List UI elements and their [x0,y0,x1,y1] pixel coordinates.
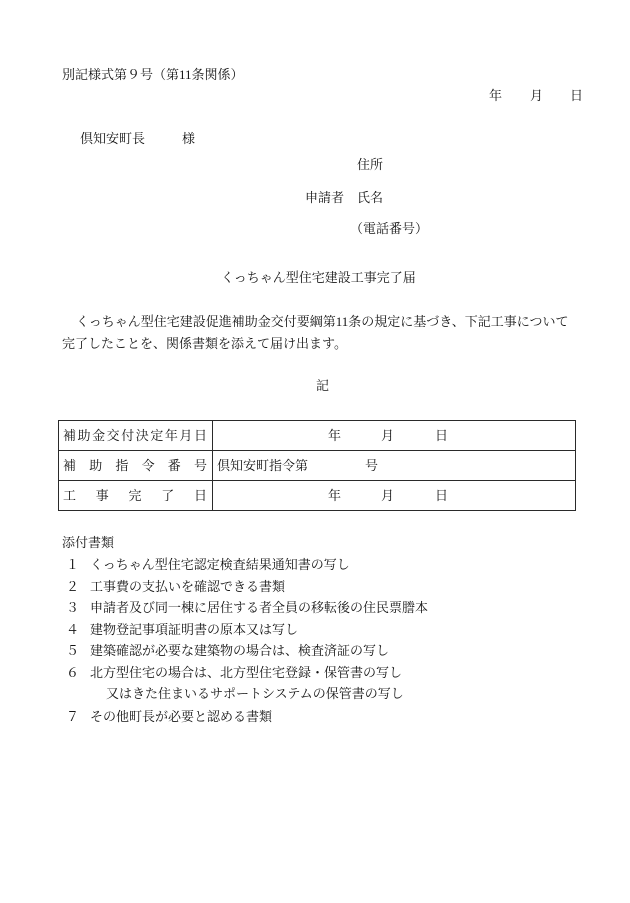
attachment-text: くっちゃん型住宅認定検査結果通知書の写し [90,557,350,572]
attachment-text: 北方型住宅の場合は、北方型住宅登録・保管書の写し [90,665,403,680]
ki-heading: 記 [316,378,330,393]
table-row [59,451,575,481]
body-line: くっちゃん型住宅建設促進補助金交付要綱第11条の規定に基づき、下記工事について [76,314,569,329]
grant-decision-date-label: 補助金交付決定年月日 [59,421,213,450]
document-title: くっちゃん型住宅建設工事完了届 [221,270,416,285]
date-month-label: 月 [530,88,544,103]
attachment-text: 建物登記事項証明書の原本又は写し [90,622,299,637]
date-day-label: 日 [570,88,584,103]
completion-date-label: 工事完了日 [59,481,213,510]
attachment-number: ４ [66,622,80,637]
attachment-text: 申請者及び同一棟に居住する者全員の移転後の住民票謄本 [90,600,429,615]
address-label: 住所 [357,157,384,172]
year-label: 年 [328,488,342,503]
day-label: 日 [435,428,449,443]
applicant-name-label: 氏名 [357,190,384,205]
body-line: 完了したことを、関係書類を添えて届け出ます。 [62,336,347,351]
attachment-text: 建築確認が必要な建築物の場合は、検査済証の写し [90,643,390,658]
completion-date-field[interactable] [213,481,575,510]
month-label: 月 [381,488,395,503]
phone-label: （電話番号） [350,221,429,236]
form-number: 別記様式第９号（第11条関係） [62,67,244,82]
attachment-number: ３ [66,600,80,615]
attachment-number: ５ [66,643,80,658]
grant-order-number-label: 補助指令番号 [59,451,213,480]
attachment-continuation: 又はきた住まいるサポートシステムの保管書の写し [106,686,404,701]
order-number-suffix: 号 [365,458,379,473]
applicant-role-label: 申請者 [305,190,345,205]
attachments-heading: 添付書類 [62,535,115,550]
date-year-label: 年 [489,88,503,103]
attachment-number: ２ [66,579,80,594]
grant-order-number-field[interactable] [213,451,575,480]
table-row [59,481,575,510]
year-label: 年 [328,428,342,443]
attachment-number: ７ [66,709,80,724]
addressee-honorific: 様 [182,131,196,146]
day-label: 日 [435,488,449,503]
month-label: 月 [381,428,395,443]
attachment-number: １ [66,557,80,572]
info-table [58,420,576,511]
attachment-text: その他町長が必要と認める書類 [90,709,273,724]
attachment-text: 工事費の支払いを確認できる書類 [90,579,286,594]
addressee-name: 倶知安町長 [80,131,146,146]
table-row [59,421,575,451]
grant-decision-date-field[interactable] [213,421,575,450]
attachment-number: ６ [66,665,80,680]
order-number-prefix: 倶知安町指令第 [217,458,309,473]
